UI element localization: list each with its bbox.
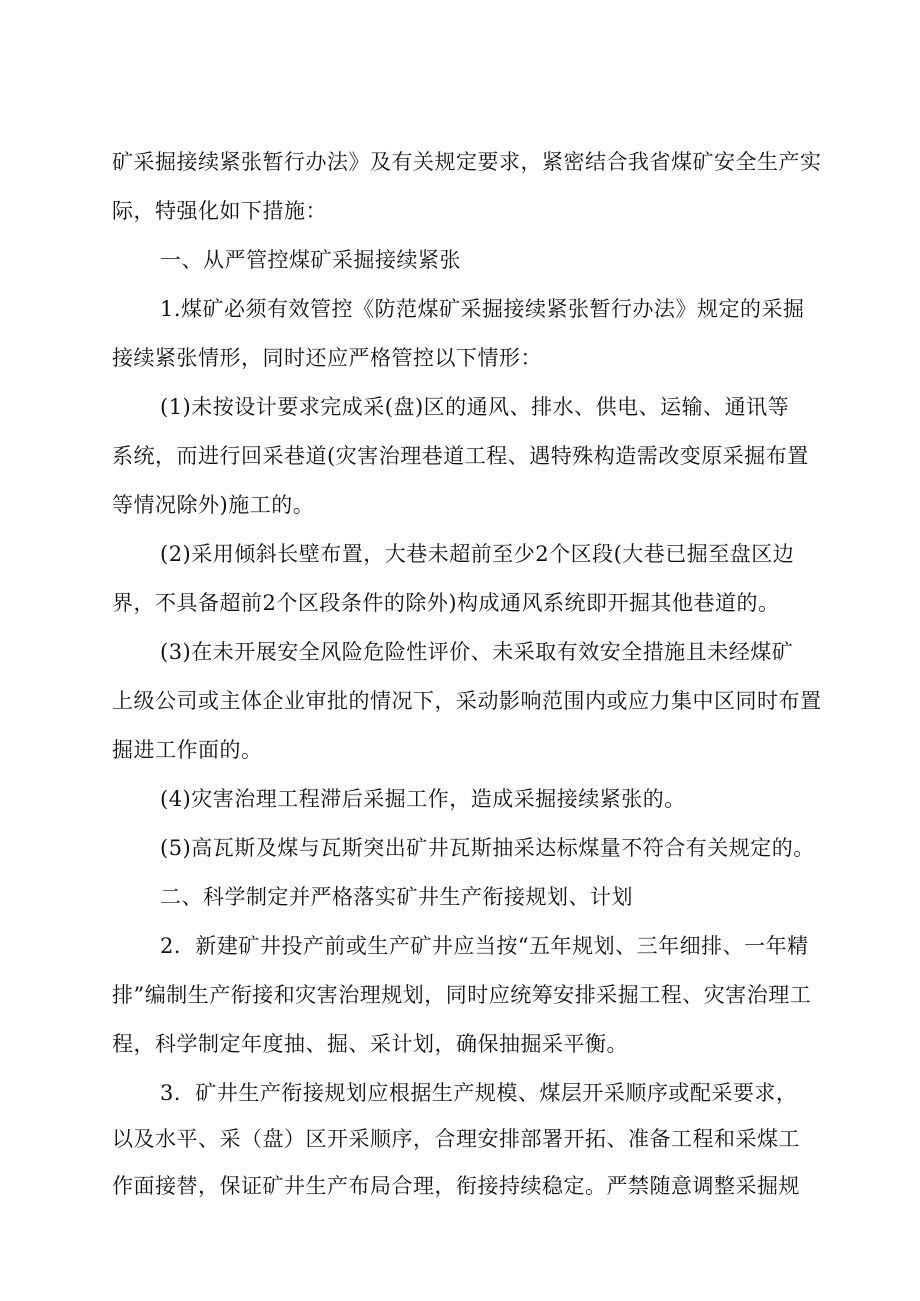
text-line: 1.煤矿必须有效管控《防范煤矿采掘接续紧张暂行办法》规定的采掘 — [160, 297, 805, 321]
section-heading: 二、科学制定并严格落实矿井生产衔接规划、计划 — [160, 885, 633, 909]
text-line: 作面接替，保证矿井生产布局合理，衔接持续稳定。严禁随意调整采掘规 — [112, 1174, 800, 1198]
text-line: 程，科学制定年度抽、掘、采计划，确保抽掘采平衡。 — [112, 1032, 628, 1056]
text-line: (4)灾害治理工程滞后采掘工作，造成采掘接续紧张的。 — [160, 787, 686, 811]
text-line: 3．矿井生产衔接规划应根据生产规模、煤层开采顺序或配采要求， — [160, 1081, 798, 1105]
text-line: 等情况除外)施工的。 — [112, 493, 315, 517]
text-line: 上级公司或主体企业审批的情况下，采动影响范围内或应力集中区同时布置 — [112, 689, 822, 713]
text-line: 以及水平、采（盘）区开采顺序，合理安排部署开拓、准备工程和采煤工 — [112, 1127, 800, 1151]
text-line: (2)采用倾斜长壁布置，大巷未超前至少2个区段(大巷已掘至盘区边 — [160, 542, 795, 566]
text-line: 排”编制生产衔接和灾害治理规划，同时应统筹安排采掘工程、灾害治理工 — [112, 983, 812, 1007]
text-line: (5)高瓦斯及煤与瓦斯突出矿井瓦斯抽采达标煤量不符合有关规定的。 — [160, 836, 815, 860]
text-line: (1)未按设计要求完成采(盘)区的通风、排水、供电、运输、通讯等 — [160, 395, 790, 419]
text-line: 掘进工作面的。 — [112, 738, 263, 762]
text-line: 接续紧张情形，同时还应严格管控以下情形： — [112, 346, 542, 370]
text-line: 2．新建矿井投产前或生产矿井应当按“五年规划、三年细排、一年精 — [160, 934, 809, 958]
text-line: 界，不具备超前2个区段条件的除外)构成通风系统即开掘其他巷道的。 — [112, 591, 780, 615]
text-line: 矿采掘接续紧张暂行办法》及有关规定要求，紧密结合我省煤矿安全生产实 — [112, 150, 822, 174]
text-line: (3)在未开展安全风险危险性评价、未采取有效安全措施且未经煤矿 — [160, 640, 794, 664]
section-heading: 一、从严管控煤矿采掘接续紧张 — [160, 248, 461, 272]
text-line: 际，特强化如下措施： — [112, 199, 327, 223]
text-line: 系统，而进行回采巷道(灾害治理巷道工程、遇特殊构造需改变原采掘布置 — [112, 444, 809, 468]
